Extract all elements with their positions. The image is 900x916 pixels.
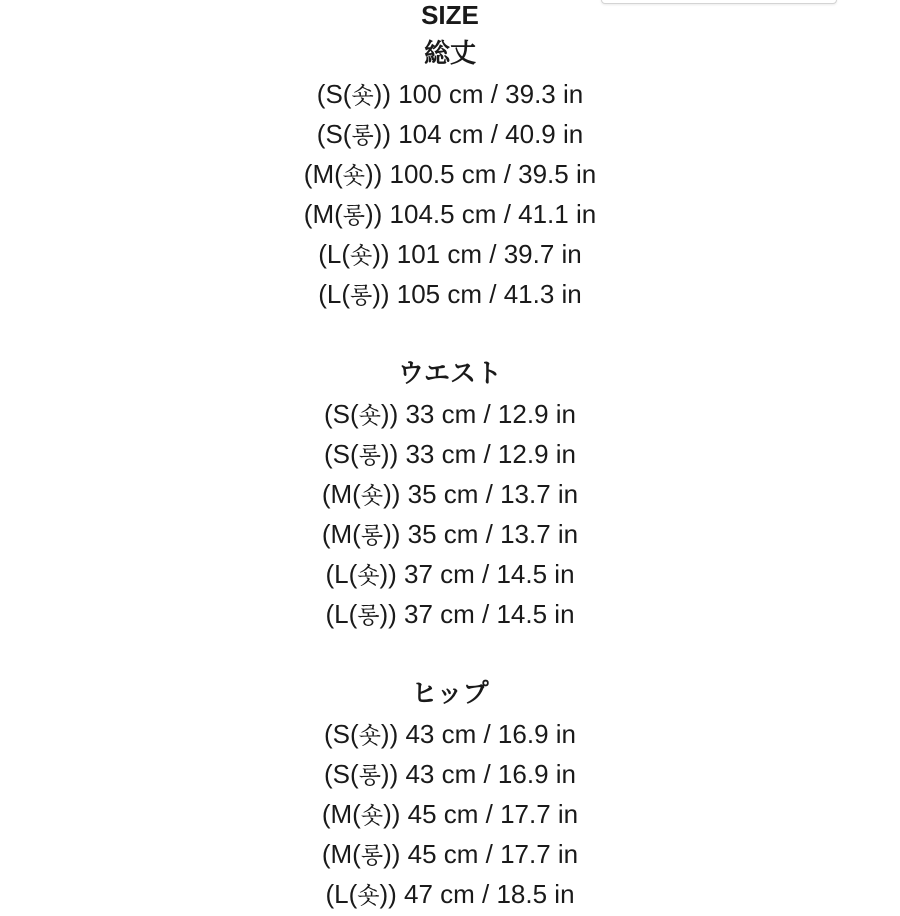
measurement-value: )) 35 cm / 13.7 in <box>383 479 579 509</box>
length-type: 숏 <box>351 83 374 109</box>
size-label: (M( <box>321 839 361 869</box>
measurement-value: )) 45 cm / 17.7 in <box>383 799 579 829</box>
size-row <box>0 74 900 114</box>
measurement-value: )) 100.5 cm / 39.5 in <box>364 159 597 189</box>
measurement-value: )) 101 cm / 39.7 in <box>372 239 582 269</box>
size-row <box>0 874 900 914</box>
size-row <box>0 434 900 474</box>
length-type: 롱 <box>351 123 374 149</box>
length-type: 숏 <box>357 563 380 589</box>
size-label: (M( <box>303 199 343 229</box>
size-row <box>0 114 900 154</box>
size-label: (M( <box>321 479 361 509</box>
length-type: 롱 <box>358 443 381 469</box>
length-type: 숏 <box>358 403 381 429</box>
size-label: (L( <box>325 879 358 909</box>
length-type: 롱 <box>360 523 384 549</box>
measurement-value: )) 43 cm / 16.9 in <box>380 719 576 749</box>
measurement-value: )) 104.5 cm / 41.1 in <box>364 199 597 229</box>
measurement-value: )) 47 cm / 18.5 in <box>379 879 575 909</box>
size-row <box>0 834 900 874</box>
length-type: 롱 <box>350 283 373 309</box>
size-label: (S( <box>324 399 359 429</box>
size-row <box>0 474 900 514</box>
measurement-value: )) 33 cm / 12.9 in <box>380 439 576 469</box>
size-row <box>0 154 900 194</box>
length-type: 숏 <box>350 243 373 269</box>
size-row <box>0 194 900 234</box>
size-row <box>0 594 900 634</box>
size-label: (M( <box>303 159 343 189</box>
measurement-value: )) 35 cm / 13.7 in <box>383 519 579 549</box>
size-label: (S( <box>324 439 359 469</box>
length-type: 롱 <box>357 603 380 629</box>
length-type: 롱 <box>358 763 381 789</box>
measurement-value: )) 104 cm / 40.9 in <box>373 119 584 149</box>
measurement-value: )) 37 cm / 14.5 in <box>379 559 575 589</box>
size-label: (M( <box>321 799 361 829</box>
measurement-value: )) 45 cm / 17.7 in <box>383 839 579 869</box>
page-title: SIZE <box>421 0 479 30</box>
size-label: (L( <box>318 279 350 309</box>
section-title: 総丈 <box>423 39 476 69</box>
size-label: (S( <box>324 719 359 749</box>
length-type: 숏 <box>360 483 384 509</box>
length-type: 숏 <box>358 723 381 749</box>
measurement-value: )) 37 cm / 14.5 in <box>379 599 575 629</box>
size-row <box>0 554 900 594</box>
size-label: (L( <box>318 239 350 269</box>
size-row <box>0 794 900 834</box>
section-title: ウエスト <box>397 359 502 389</box>
length-type: 숏 <box>342 163 365 189</box>
length-type: 숏 <box>357 883 380 909</box>
size-row <box>0 714 900 754</box>
size-label: (S( <box>324 759 359 789</box>
size-label: (S( <box>316 119 352 149</box>
size-row <box>0 394 900 434</box>
length-type: 롱 <box>342 203 365 229</box>
size-label: (L( <box>325 599 358 629</box>
measurement-value: )) 105 cm / 41.3 in <box>372 279 582 309</box>
measurement-value: )) 100 cm / 39.3 in <box>373 79 584 109</box>
section-title: ヒップ <box>411 679 489 709</box>
size-label: (S( <box>316 79 352 109</box>
measurement-value: )) 33 cm / 12.9 in <box>380 399 576 429</box>
measurement-value: )) 43 cm / 16.9 in <box>380 759 576 789</box>
size-row <box>0 514 900 554</box>
size-label: (L( <box>325 559 358 589</box>
size-row <box>0 234 900 274</box>
size-row <box>0 754 900 794</box>
size-label: (M( <box>321 519 361 549</box>
length-type: 롱 <box>360 843 384 869</box>
size-row <box>0 274 900 314</box>
length-type: 숏 <box>360 803 384 829</box>
